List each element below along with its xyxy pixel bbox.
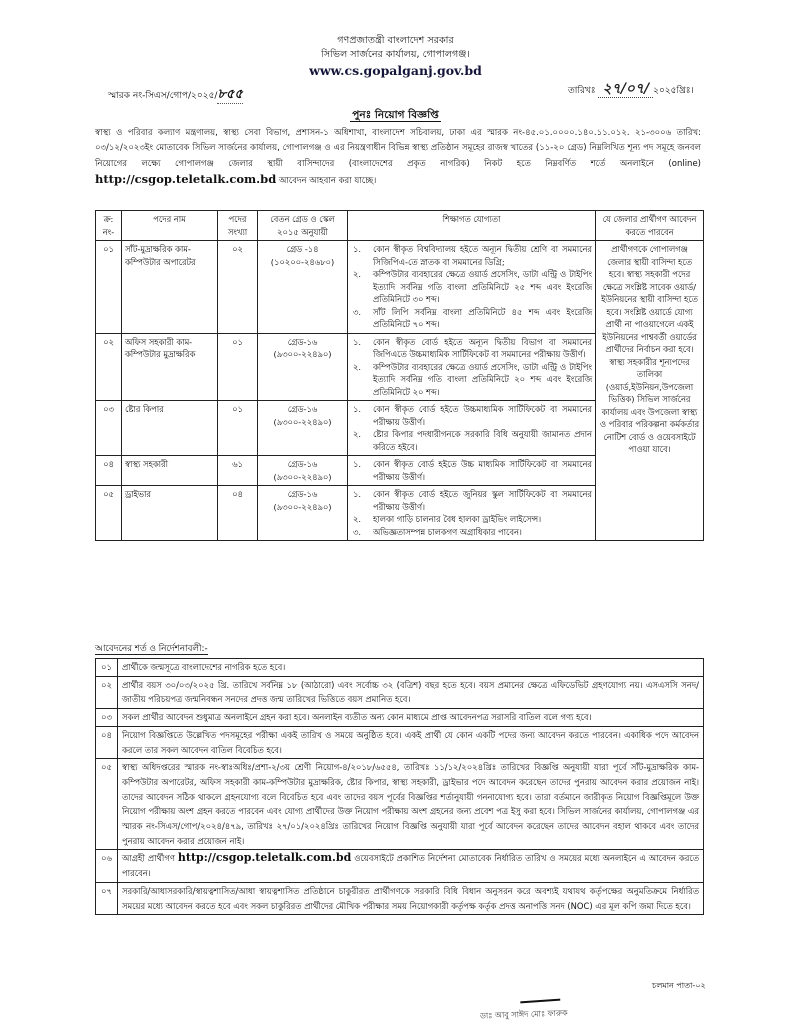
signature-mark	[520, 991, 561, 1004]
qualification-text: কোন স্বীকৃত বোর্ড হইতে অন্যূন দ্বিতীয় বিভাগ বা সমমানের জিপিএতে উচ্চমাধ্যমিক সার্টিফিকেট বা সমমানের পরীক্ষায় উত্তীর্ণ।	[373, 336, 592, 359]
conditions-title-text: আবেদনের শর্ত ও নির্দেশনাবলী:-	[95, 644, 208, 654]
row-serial: ০৪	[96, 456, 122, 486]
condition-number: ০১	[96, 659, 118, 677]
qualification-text: ষ্টোর কিপার পদধারীগনকে সরকারি বিধি অনুযায়ী জামানত প্রদান করিতে হইবে।	[373, 429, 592, 452]
vacancy-table-header	[96, 211, 704, 241]
row-qualifications	[348, 241, 596, 334]
row-serial: ০১	[96, 241, 122, 334]
row-post-name: অফিস সহকারী কাম-কম্পিউটার মুদ্রাক্ষরিক	[122, 333, 218, 401]
qualification-text: অভিজ্ঞতাসম্পন্ন চালকগণ অগ্রাধিকার পাবেন।	[373, 526, 522, 537]
memo-label: স্মারক নং-সিএস/গোপ/২০২৫/	[108, 91, 218, 101]
date-year: ২০২৫খ্রিঃ।	[653, 86, 694, 96]
row-post-count: ০২	[218, 241, 258, 334]
condition-url: http://csgop.teletalk.com.bd	[177, 851, 352, 865]
row-serial: ০৫	[96, 486, 122, 541]
row-post-count: ০১	[218, 401, 258, 456]
row-post-name: সাঁট-মুদ্রাক্ষরিক কাম-কম্পিউটার অপারেটর	[122, 241, 218, 334]
date-label: তারিখঃ	[568, 86, 596, 96]
qualification-text: কম্পিউটার ব্যবহারের ক্ষেত্রে ওয়ার্ড প্রসেসিং, ডাটা এন্ট্রি ও টাইপিং ইত্যাদি সর্বনিম্ন গতি বাংলা প্রতিমিনিটে ২৫ শব্দ এবং ইংরেজি প্রতিমিনিটে ৩০ শব্দ।	[373, 269, 592, 304]
row-qualifications	[348, 333, 596, 401]
memo-number	[108, 86, 243, 104]
condition-number: ০৭	[96, 882, 118, 914]
qualification-item	[351, 268, 592, 306]
qualification-number: ২.	[353, 361, 362, 372]
header-post: পদের নাম	[122, 211, 218, 241]
row-post-name: ড্রাইভার	[122, 486, 218, 541]
table-row	[96, 241, 704, 334]
qualification-item	[351, 336, 592, 361]
row-qualifications	[348, 401, 596, 456]
pay-scale: (৯৩০০-২২৪৯০)	[273, 349, 332, 359]
condition-text: নিয়োগ বিজ্ঞপ্তিতে উল্লেখিত পদসমূহের পরীক্ষা একই তারিখ ও সময়ে অনুষ্ঠিত হবে। একই প্রার্থী যে কোন একটি পদের জন্য আবেদন করতে পারবেন। একাধিক পদে আবেদন করলে তার সকল আবেদন বাতিল বিবেচিত হবে।	[118, 726, 704, 758]
office-website: www.cs.gopalganj.gov.bd	[309, 63, 482, 78]
condition-number: ০৫	[96, 759, 118, 850]
qualification-list	[351, 243, 592, 331]
condition-number: ০২	[96, 676, 118, 708]
pay-scale: (৯৩০০-২২৪৯০)	[273, 416, 332, 427]
grade-label: গ্রেড-১৬	[287, 459, 318, 469]
conditions-table	[95, 658, 704, 915]
qualification-item	[351, 361, 592, 399]
qualification-item	[351, 458, 592, 483]
row-serial: ০২	[96, 333, 122, 401]
condition-number: ০৪	[96, 726, 118, 758]
qualification-number: ১.	[353, 336, 362, 347]
qualification-text: হালকা গাড়ি চালনার বৈধ হালকা ড্রাইভিং লাইসেন্স।	[373, 514, 542, 524]
grade-label: গ্রেড-১৬	[287, 336, 318, 347]
row-pay-grade	[258, 486, 348, 541]
grade-label: গ্রেড -১৪	[286, 244, 319, 254]
qualification-item	[351, 428, 592, 453]
qualification-number: ১.	[353, 404, 362, 414]
qualification-item	[351, 526, 592, 539]
row-pay-grade	[258, 241, 348, 334]
qualification-text: কোন স্বীকৃত বোর্ড হইতে উচ্চ মাধ্যমিক সার্টিফিকেট বা সমমানের পরীক্ষায় উত্তীর্ণ।	[373, 459, 592, 482]
qualification-list	[351, 488, 592, 538]
office-name: সিভিল সার্জনের কার্যালয়, গোপালগঞ্জ।	[321, 49, 470, 60]
qualification-list	[351, 336, 592, 399]
row-post-name: স্বাস্থ্য সহকারী	[122, 456, 218, 486]
row-pay-grade	[258, 401, 348, 456]
header-serial: ক্র: নং-	[96, 211, 122, 241]
condition-text: প্রার্থীর বয়স ৩০/০৩/২০২৫ খ্রি. তারিখে সর্বনিম্ন ১৮ (আঠারো) এবং সর্বোচ্চ ৩২ (বত্রিশ) বছর হতে হবে। বয়স প্রমানের ক্ষেত্রে এফিডেভিট গ্রহণযোগ্য নয়। এসএসসি সনদ/জাতীয় পরিচয়পত্র জন্মনিবন্ধন সনদের প্রদত্ত জন্ম তারিখের ভিত্তিতে বয়স প্রমানিত হবে।	[118, 676, 704, 708]
condition-text: প্রার্থীকে জন্মসূত্রে বাংলাদেশের নাগরিক হতে হবে।	[118, 659, 704, 677]
vacancy-table	[95, 210, 704, 541]
qualification-list	[351, 458, 592, 483]
header-district: যে জেলার প্রার্থীগণ আবেদন করতে পারবেন	[596, 211, 704, 241]
row-post-count: ০১	[218, 333, 258, 401]
row-post-name: ষ্টোর কিপার	[122, 401, 218, 456]
row-post-count: ০৪	[218, 486, 258, 541]
qualification-number: ৩.	[353, 306, 362, 317]
qualification-item	[351, 403, 592, 428]
qualification-item	[351, 306, 592, 331]
header-count: পদের সংখ্যা	[218, 211, 258, 241]
qualification-text: কোন স্বীকৃত বোর্ড হইতে জুনিয়র স্কুল সার্টিফিকেট বা সমমানের পরীক্ষায় উত্তীর্ণ।	[373, 489, 592, 512]
condition-text: সরকারি/আধাসরকারি/স্বায়ত্বশাসিত/আধা স্বায়ত্বশাসিত প্রতিষ্ঠানে চাকুরীরত প্রার্থীগণকে সরকারি বিধি বিধান অনুসরন করে অবশ্যই যথাযথ কর্তৃপক্ষের অনুমতিক্রমে নির্ধারিত সময়ের মধ্যে আবেদন করতে হবে এবং সকল চাকুরিরত প্রার্থীদের মৌখিক পরীক্ষার সময় নিয়োগকারী কর্তৃপক্ষ কর্তৃক প্রদত্ত অনাপত্তি সনদ (NOC) এর মূল কপি জমা দিতে হবে।	[118, 882, 704, 914]
qualification-item	[351, 513, 592, 526]
grade-label: গ্রেড-১৬	[287, 489, 318, 499]
pay-scale: (৯৩০০-২২৪৯০)	[273, 501, 332, 512]
intro-text: স্বাস্থ্য ও পরিবার কল্যাণ মন্ত্রণালয়, স্বাস্থ্য সেবা বিভাগ, প্রশাসন-১ অধিশাখা, বাংলাদেশ সচিবালয়, ঢাকা এর স্মারক নং-৪৫.০১.০০০০.১৪০.১১.০১২. ২১-৩০০৬ তারিখ: ০৩/১২/২০২৩ইং মোতাবেক সিভিল সার্জনের কার্যালয়, গোপালগঞ্জ ও এর নিয়ন্ত্রণাধীন বিভিন্ন স্বাস্থ্য প্রতিষ্ঠান সমূহের রাজস্ব খাতের (১১-২০ গ্রেড) নিম্নলিখিত শূন্য পদ সমূহে জনবল নিয়োগের লক্ষ্যে গোপালগঞ্জ জেলার স্থায়ী বাসিন্দাদের (বাংলাদেশের প্রকৃত নাগরিক) নিকট হতে নিম্নবর্ণিত শর্তে অনলাইনে (online)	[95, 128, 701, 169]
condition-row	[96, 709, 704, 727]
header-qualification: শিক্ষাগত যোগ্যতা	[348, 211, 596, 241]
condition-text-pre: আগ্রহী প্রার্থীগণ	[122, 853, 175, 864]
condition-text: সকল প্রার্থীর আবেদন শুধুমাত্র অনলাইনে গ্রহন করা হবে। অনলাইন ব্যতীত অন্য কোন মাধ্যমে প্রাপ্ত আবেদনপত্র সরাসরি বাতিল বলে গণ্য হবে।	[118, 709, 704, 727]
pay-scale: (৯৩০০-২২৪৯০)	[273, 471, 332, 482]
condition-number: ০৬	[96, 850, 118, 882]
row-qualifications	[348, 486, 596, 541]
condition-text-post: ওয়েবসাইটে প্রকাশিত নির্দেশনা মোতাবেক নির্ধারিত তারিখ ও সময়ের মধ্যে অনলাইনে এ আবেদন করতে পারবেন।	[122, 853, 700, 879]
qualification-text: কোন স্বীকৃত বিশ্ববিদ্যালয় হইতে অন্যূন দ্বিতীয় শ্রেণি বা সমমানের সিজিপিএ-তে স্নাতক বা সমমানের ডিগ্রি;	[373, 244, 592, 267]
grade-label: গ্রেড-১৬	[287, 404, 318, 414]
qualification-number: ২.	[353, 269, 362, 279]
qualification-number: ৩.	[353, 526, 362, 537]
intro-paragraph	[95, 126, 701, 189]
issue-date	[568, 80, 694, 98]
qualification-list	[351, 403, 592, 453]
memo-handwritten-number: ৮৫৫	[217, 86, 242, 104]
qualification-number: ১.	[353, 244, 362, 254]
condition-row	[96, 659, 704, 677]
condition-row	[96, 850, 704, 882]
header-grade: বেতন গ্রেড ও স্কেল ২০১৫ অনুযায়ী	[258, 211, 348, 241]
condition-row	[96, 676, 704, 708]
pay-scale: (১০২০০-২৪৬৮০)	[270, 256, 335, 267]
notice-title	[0, 109, 791, 123]
condition-row	[96, 882, 704, 914]
qualification-item	[351, 243, 592, 268]
qualification-number: ২.	[353, 514, 362, 524]
row-pay-grade	[258, 333, 348, 401]
row-post-count: ৬১	[218, 456, 258, 486]
notice-title-text: পুনঃ নিয়োগ বিজ্ঞপ্তি	[352, 109, 439, 121]
qualification-item	[351, 488, 592, 513]
government-name: গণপ্রজাতন্ত্রী বাংলাদেশ সরকার	[337, 35, 454, 46]
condition-row	[96, 759, 704, 850]
row-qualifications	[348, 456, 596, 486]
application-url: http://csgop.teletalk.com.bd	[95, 171, 277, 186]
condition-text: স্বাস্থ্য অধিদপ্তরের স্মারক নং-স্বাঃঅধিঃ/প্রশা-২/৩য় শ্রেণী নিয়োগ-৪/২০১৮/৬৫৫৪, তারিখঃ ১১/১২/২০২৪খ্রিঃ তারিখের বিজ্ঞপ্তি অনুযায়ী যারা পূর্বে সাঁট-মুদ্রাক্ষরিক কাম-কম্পিউটার অপারেটর, অফিস সহকারী কাম-কম্পিউটার মুদ্রাক্ষরিক, ষ্টোর কিপার, স্বাস্থ্য সহকারী, ড্রাইভার পদে আবেদন করেছেন তাদের পুনরায় আবেদন করার প্রয়োজন নাই। তাদের আবেদন সঠিক থাকলে গ্রহনযোগ্য বলে বিবেচিত হবে এবং তাদের বয়স পূর্বের বিজ্ঞপ্তির শর্তানুযায়ী গননাযোগ্য হবে। তারা বর্তমানে জারীকৃত নিয়োগ বিজ্ঞপ্তিমূলে উক্ত নিয়োগ পরীক্ষায় অংশ গ্রহন করতে পারবেন এবং যোগ্য প্রার্থীদের উক্ত নিয়োগ পরীক্ষায় অংশ গ্রহনের জন্য প্রবেশ পত্র ইসু করা হবে। সিভিল সার্জনের কার্যালয়, গোপালগঞ্জ এর স্মারক নং-সিএস/গোপ/২০২৪/৪৭৯, তারিখঃ ২৭/০১/২০২৪খ্রিঃ তারিখের নিয়োগ বিজ্ঞপ্তি অনুযায়ী যারা পূর্বে আবেদন করেছেন তাদের আবেদন বহাল থাকবে এবং তাদের পুনরায় আবেদন করার প্রয়োজন নাই।	[118, 759, 704, 850]
qualification-text: সাঁট লিপি সর্বনিম্ন বাংলা প্রতিমিনিটে ৪৫ শব্দ এবং ইংরেজি প্রতিমিনিটে ৭০ শব্দ।	[373, 306, 592, 329]
qualification-number: ২.	[353, 429, 362, 439]
signature-stamp: ডাঃ আবু সাঈদ মোঃ ফারুক	[479, 1008, 568, 1021]
qualification-text: কোন স্বীকৃত বোর্ড হইতে উচ্চমাধ্যমিক সার্টিফিকেট বা সমমানের পরীক্ষায় উত্তীর্ণ।	[373, 404, 592, 427]
condition-row	[96, 726, 704, 758]
qualification-text: কম্পিউটার ব্যবহারের ক্ষেত্রে ওয়ার্ড প্রসেসিং, ডাটা এন্ট্রি ও টাইপিং ইত্যাদি সর্বনিম্ন গতি বাংলা প্রতিমিনিটে ২০ শব্দ এবং ইংরেজি প্রতিমিনিটে ২০ শব্দ।	[373, 361, 592, 397]
qualification-number: ১.	[353, 459, 362, 469]
district-eligibility-note: প্রার্থীগণকে গোপালগঞ্জ জেলার স্থায়ী বাসিন্দা হতে হবে। স্বাস্থ্য সহকারী পদের ক্ষেত্রে সংশ্লিষ্ট সাবেক ওয়ার্ড/ইউনিয়নের স্থায়ী বাসিন্দা হতে হবে। সংশ্লিষ্ট ওয়ার্ডে যোগ্য প্রার্থী না পাওয়াগেলে একই ইউনিয়নের পাশ্ববর্তী ওয়ার্ডের প্রার্থীদের নির্বাচন করা হবে। স্বাস্থ্য সহকারীর শূন্যপদের তালিকা (ওয়ার্ড,ইউনিয়ন,উপজেলা ভিত্তিক) সিভিল সার্জনের কার্যালয় এবং উপজেলা স্বাস্থ্য ও পরিবার পরিকল্পনা কর্মকর্তার নোটিশ বোর্ড ও ওয়েবসাইটে পাওয়া যাবে।	[596, 241, 704, 541]
intro-tail: আবেদন আহবান করা যাচ্ছে।	[278, 175, 377, 186]
office-header	[0, 34, 791, 80]
qualification-number: ১.	[353, 489, 362, 499]
conditions-title	[95, 644, 208, 656]
row-serial: ০৩	[96, 401, 122, 456]
condition-number: ০৩	[96, 709, 118, 727]
date-handwritten-value: ২৭/০৭/	[598, 81, 653, 98]
row-pay-grade	[258, 456, 348, 486]
continued-page-note: চলমান পাতা-০২	[652, 981, 706, 990]
condition-text	[118, 850, 704, 882]
